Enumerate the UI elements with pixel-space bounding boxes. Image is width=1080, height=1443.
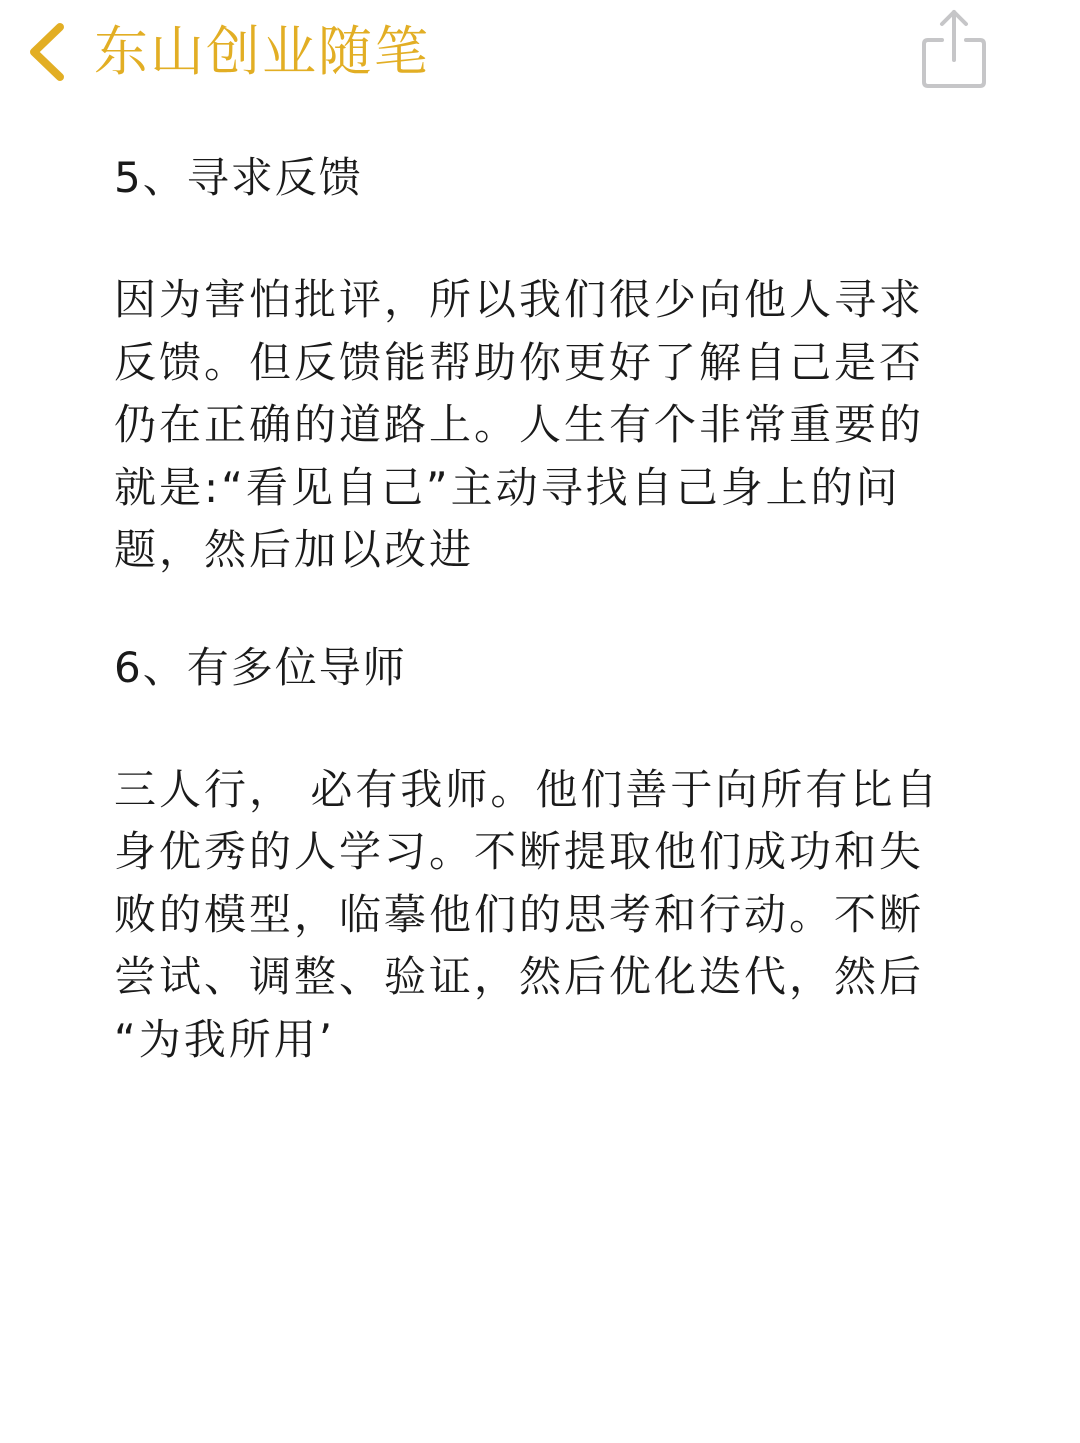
section-paragraph: [114, 759, 954, 1072]
paragraph-line: 身优秀的人学习。不断提取他们成功和失: [114, 827, 925, 876]
paragraph-line: 反馈。但反馈能帮助你更好了解自己是否: [114, 337, 925, 387]
back-button[interactable]: [22, 12, 430, 92]
paragraph-line: 仍在正确的道路上。人生有个非常重要的: [114, 400, 925, 449]
paragraph-line: 三人行， 必有我师。他们善于向所有比自: [114, 764, 941, 814]
section-paragraph: [114, 269, 954, 582]
paragraph-line: “为我所用’: [114, 1014, 336, 1064]
share-button[interactable]: [918, 6, 990, 92]
paragraph-line: 因为害怕批评，所以我们很少向他人寻求: [114, 275, 925, 324]
paragraph-line: 败的模型，临摹他们的思考和行动。不断: [114, 889, 925, 939]
paragraph-line: 就是:“看见自己”主动寻找自己身上的问: [114, 462, 901, 512]
note-body[interactable]: [114, 140, 954, 1071]
paragraph-line: 题，然后加以改进: [114, 525, 475, 574]
share-icon: [918, 6, 990, 92]
section-heading: 6、有多位导师: [114, 642, 407, 692]
chevron-left-icon: [22, 19, 72, 85]
back-button-label: 东山创业随笔: [94, 20, 430, 83]
section-heading: 5、寻求反馈: [114, 153, 363, 202]
nav-bar: [0, 0, 1080, 110]
paragraph-line: 尝试、调整、验证，然后优化迭代，然后: [114, 952, 925, 1001]
